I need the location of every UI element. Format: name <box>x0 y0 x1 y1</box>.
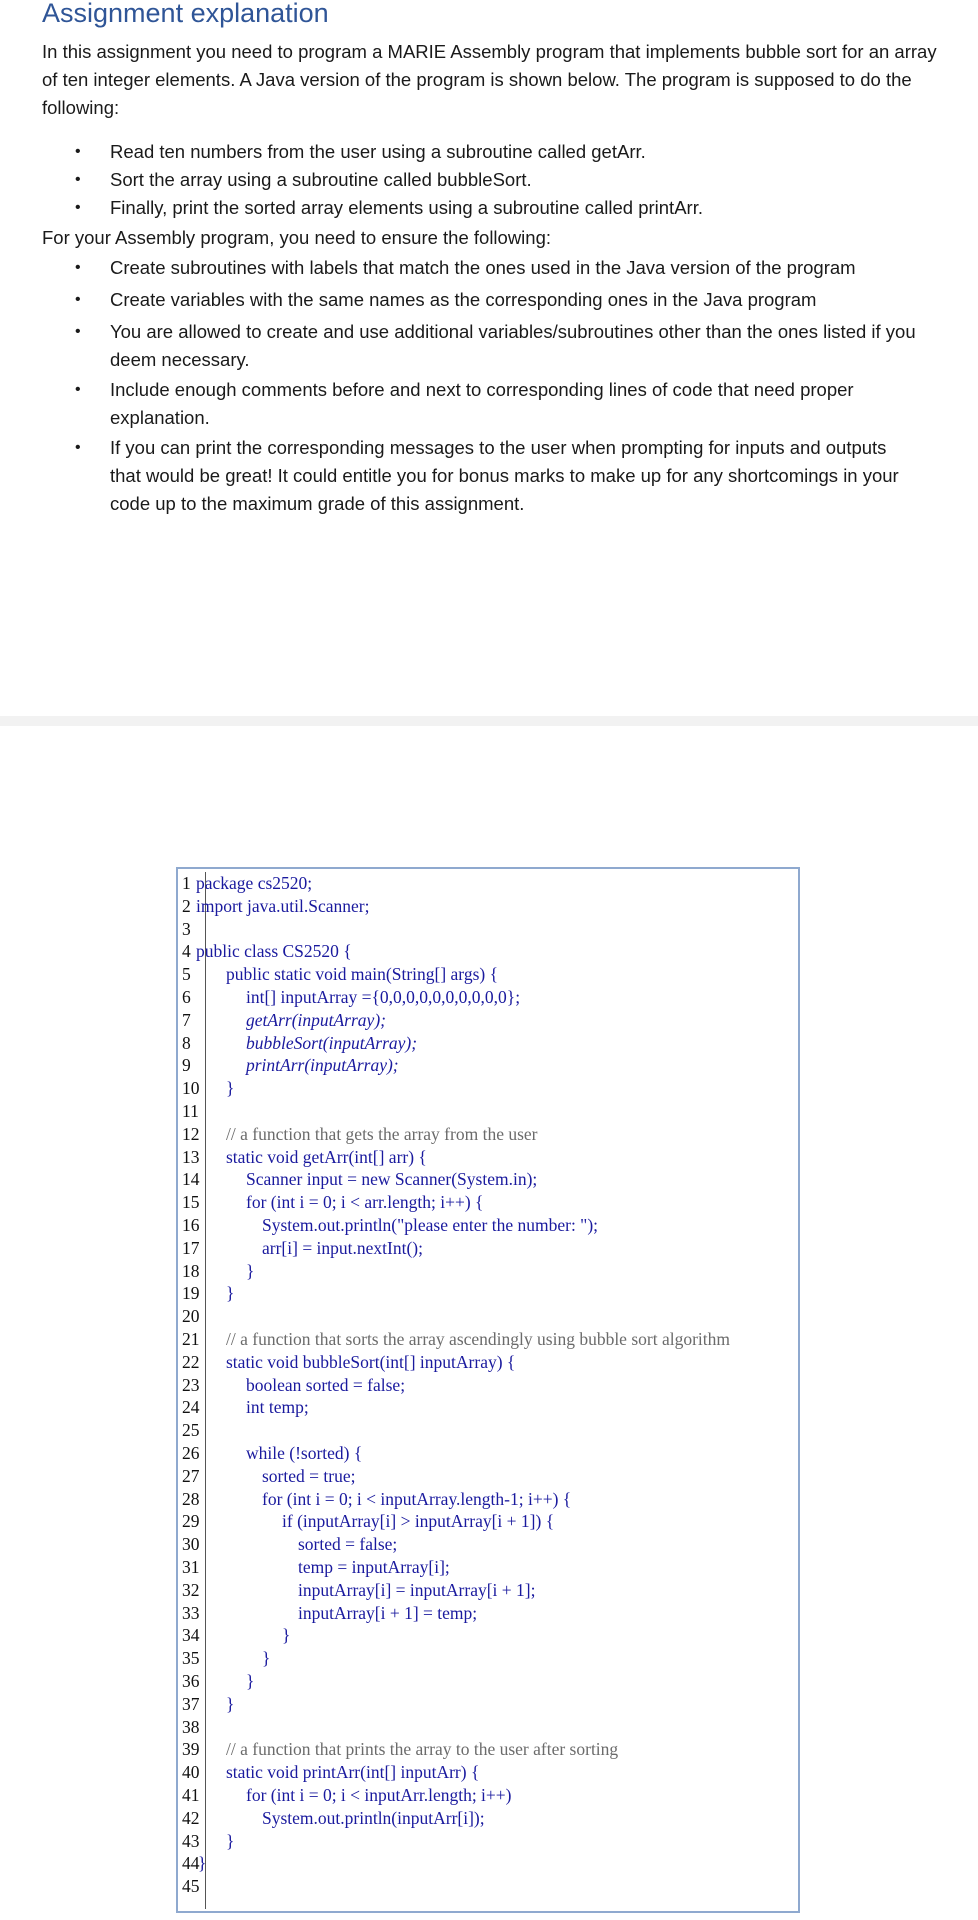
code-line <box>178 1465 798 1488</box>
code-text: // a function that sorts the array ascendingly using bubble sort algorithm <box>226 1329 730 1349</box>
code-line <box>178 1488 798 1511</box>
code-line <box>178 1807 798 1830</box>
code-text: while (!sorted) { <box>246 1443 363 1463</box>
list-item: • You are allowed to create and use additional variables/subroutines other than the ones listed if you deem necessary. <box>42 318 922 374</box>
code-text: int[] inputArray ={0,0,0,0,0,0,0,0,0,0}; <box>246 987 521 1007</box>
code-line <box>178 1533 798 1556</box>
line-number: 41 <box>182 1785 200 1805</box>
line-number: 16 <box>182 1215 200 1235</box>
code-text: arr[i] = input.nextInt(); <box>262 1237 423 1258</box>
code-line <box>178 1510 798 1533</box>
line-number: 19 <box>182 1283 200 1304</box>
code-line <box>178 1784 798 1807</box>
line-number: 31 <box>182 1557 200 1577</box>
code-text: Scanner input = new Scanner(System.in); <box>246 1169 538 1190</box>
line-number: 17 <box>182 1237 200 1258</box>
code-line <box>178 1123 798 1146</box>
line-number: 43 <box>182 1830 200 1851</box>
code-text: printArr(inputArray); <box>246 1055 399 1076</box>
section-divider <box>0 716 978 726</box>
code-line <box>178 1168 798 1191</box>
line-number: 20 <box>182 1306 200 1327</box>
code-line <box>178 1374 798 1397</box>
line-number: 18 <box>182 1260 200 1281</box>
line-number: 44 <box>182 1853 200 1874</box>
list-item: • Sort the array using a subroutine called bubbleSort. <box>42 166 942 194</box>
bullet-icon: • <box>75 259 81 276</box>
code-line <box>178 1351 798 1374</box>
requirements-intro: For your Assembly program, you need to ensure the following: <box>42 227 552 248</box>
line-number: 2 <box>182 895 191 916</box>
line-number: 1 <box>182 873 191 893</box>
line-number: 28 <box>182 1488 200 1509</box>
line-number: 12 <box>182 1123 200 1144</box>
code-text: for (int i = 0; i < inputArr.length; i++) <box>246 1785 512 1805</box>
code-text: } <box>282 1625 291 1646</box>
line-number: 38 <box>182 1716 200 1737</box>
bullet-icon: • <box>75 171 81 188</box>
code-text: } <box>246 1260 255 1281</box>
code-text: getArr(inputArray); <box>246 1009 386 1030</box>
line-number: 9 <box>182 1055 191 1076</box>
code-line <box>178 895 798 918</box>
code-text: for (int i = 0; i < inputArray.length-1; i++) { <box>262 1488 572 1509</box>
code-line <box>178 1875 798 1898</box>
code-text: int temp; <box>246 1397 309 1418</box>
line-number: 13 <box>182 1146 200 1167</box>
code-line <box>178 1282 798 1305</box>
code-line <box>178 872 798 895</box>
code-line <box>178 1191 798 1214</box>
list-item: • If you can print the corresponding messages to the user when prompting for inputs and outputs that would be great! It could entitle you for bonus marks to make up for any shortcomings in your code up to the maximum grade of this assignment. <box>42 434 922 518</box>
line-number: 14 <box>182 1169 200 1190</box>
line-number: 8 <box>182 1032 191 1053</box>
code-line <box>178 1009 798 1032</box>
code-text: boolean sorted = false; <box>246 1374 406 1395</box>
code-line <box>178 1260 798 1283</box>
code-line <box>178 1396 798 1419</box>
code-text: static void bubbleSort(int[] inputArray) { <box>226 1351 516 1372</box>
code-line <box>178 1077 798 1100</box>
code-text: } <box>226 1283 235 1304</box>
code-text: } <box>262 1648 271 1669</box>
line-number: 5 <box>182 964 191 985</box>
code-text: static void printArr(int[] inputArr) { <box>226 1762 480 1783</box>
code-text: System.out.println("please enter the number: "); <box>262 1215 599 1235</box>
requirements-list <box>42 254 922 518</box>
bullet-icon: • <box>75 291 81 308</box>
line-number: 32 <box>182 1579 200 1600</box>
line-number: 30 <box>182 1534 200 1555</box>
code-text: import java.util.Scanner; <box>196 895 370 916</box>
code-line <box>178 1214 798 1237</box>
line-number: 34 <box>182 1625 200 1646</box>
line-number: 4 <box>182 941 191 962</box>
line-number: 3 <box>182 918 191 939</box>
code-text: temp = inputArray[i]; <box>298 1557 450 1577</box>
code-text: } <box>226 1078 235 1099</box>
code-line <box>178 1602 798 1625</box>
list-item: • Create variables with the same names as the corresponding ones in the Java program <box>42 286 922 314</box>
code-line <box>178 1237 798 1260</box>
line-number: 26 <box>182 1443 200 1463</box>
code-text: public class CS2520 { <box>196 941 352 962</box>
code-text: bubbleSort(inputArray); <box>246 1032 418 1053</box>
bullet-icon: • <box>75 381 81 398</box>
line-number: 15 <box>182 1192 200 1213</box>
code-line <box>178 1054 798 1077</box>
code-text: } <box>198 1853 207 1874</box>
line-number: 22 <box>182 1351 200 1372</box>
code-line <box>178 1830 798 1853</box>
assignment-section <box>0 0 978 720</box>
code-line <box>178 963 798 986</box>
code-text: for (int i = 0; i < arr.length; i++) { <box>246 1192 484 1213</box>
line-number: 40 <box>182 1762 200 1783</box>
line-number: 33 <box>182 1602 200 1623</box>
code-listing <box>176 867 800 1913</box>
code-line <box>178 1305 798 1328</box>
code-text: sorted = false; <box>298 1534 398 1555</box>
code-line <box>178 1738 798 1761</box>
line-number: 42 <box>182 1807 200 1828</box>
code-line <box>178 1419 798 1442</box>
page-title: Assignment explanation <box>42 0 329 28</box>
line-number: 23 <box>182 1374 200 1395</box>
code-line <box>178 1761 798 1784</box>
intro-paragraph: In this assignment you need to program a MARIE Assembly program that implements bubble sort for an array of ten integer elements. A Java version of the program is shown below. The program is supposed to do the following: <box>42 41 937 118</box>
bullet-icon: • <box>75 143 81 160</box>
code-line <box>178 1032 798 1055</box>
line-number: 21 <box>182 1329 200 1349</box>
code-line <box>178 1852 798 1875</box>
line-number: 24 <box>182 1397 200 1418</box>
line-number: 6 <box>182 987 191 1007</box>
code-line <box>178 1146 798 1169</box>
code-line <box>178 1442 798 1465</box>
code-line <box>178 1100 798 1123</box>
code-text: inputArray[i] = inputArray[i + 1]; <box>298 1579 536 1600</box>
list-item: • Create subroutines with labels that match the ones used in the Java version of the program <box>42 254 922 282</box>
line-number: 27 <box>182 1465 200 1486</box>
line-number: 36 <box>182 1671 200 1691</box>
line-number: 39 <box>182 1739 200 1760</box>
code-text: inputArray[i + 1] = temp; <box>298 1602 478 1623</box>
code-text: package cs2520; <box>196 873 313 893</box>
code-text: public static void main(String[] args) { <box>226 964 498 985</box>
code-text: } <box>226 1693 235 1714</box>
code-line <box>178 1670 798 1693</box>
code-line <box>178 1328 798 1351</box>
line-number: 10 <box>182 1078 200 1099</box>
line-number: 7 <box>182 1009 191 1030</box>
list-item: • Read ten numbers from the user using a subroutine called getArr. <box>42 138 942 166</box>
line-number: 25 <box>182 1420 200 1441</box>
list-item: • Include enough comments before and next to corresponding lines of code that need proper explanation. <box>42 376 922 432</box>
line-number: 45 <box>182 1876 200 1897</box>
code-text: // a function that gets the array from the user <box>226 1123 538 1144</box>
code-line <box>178 940 798 963</box>
code-text: sorted = true; <box>262 1465 356 1486</box>
code-text: if (inputArray[i] > inputArray[i + 1]) { <box>282 1511 555 1532</box>
bullet-icon: • <box>75 323 81 340</box>
code-line <box>178 1579 798 1602</box>
code-text: static void getArr(int[] arr) { <box>226 1146 427 1167</box>
line-number: 11 <box>182 1101 199 1121</box>
code-line <box>178 1647 798 1670</box>
line-number: 29 <box>182 1511 200 1532</box>
line-number: 37 <box>182 1693 200 1714</box>
code-line <box>178 1716 798 1739</box>
code-line <box>178 986 798 1009</box>
code-line <box>178 1624 798 1647</box>
code-text: } <box>246 1671 255 1691</box>
code-text: // a function that prints the array to the user after sorting <box>226 1739 619 1760</box>
code-line <box>178 1556 798 1579</box>
code-text: } <box>226 1830 235 1851</box>
code-line <box>178 918 798 941</box>
code-text: System.out.println(inputArr[i]); <box>262 1807 485 1828</box>
code-line <box>178 1693 798 1716</box>
line-number: 35 <box>182 1648 200 1669</box>
bullet-icon: • <box>75 199 81 216</box>
task-list <box>42 138 942 222</box>
list-item: • Finally, print the sorted array elements using a subroutine called printArr. <box>42 194 942 222</box>
bullet-icon: • <box>75 439 81 456</box>
